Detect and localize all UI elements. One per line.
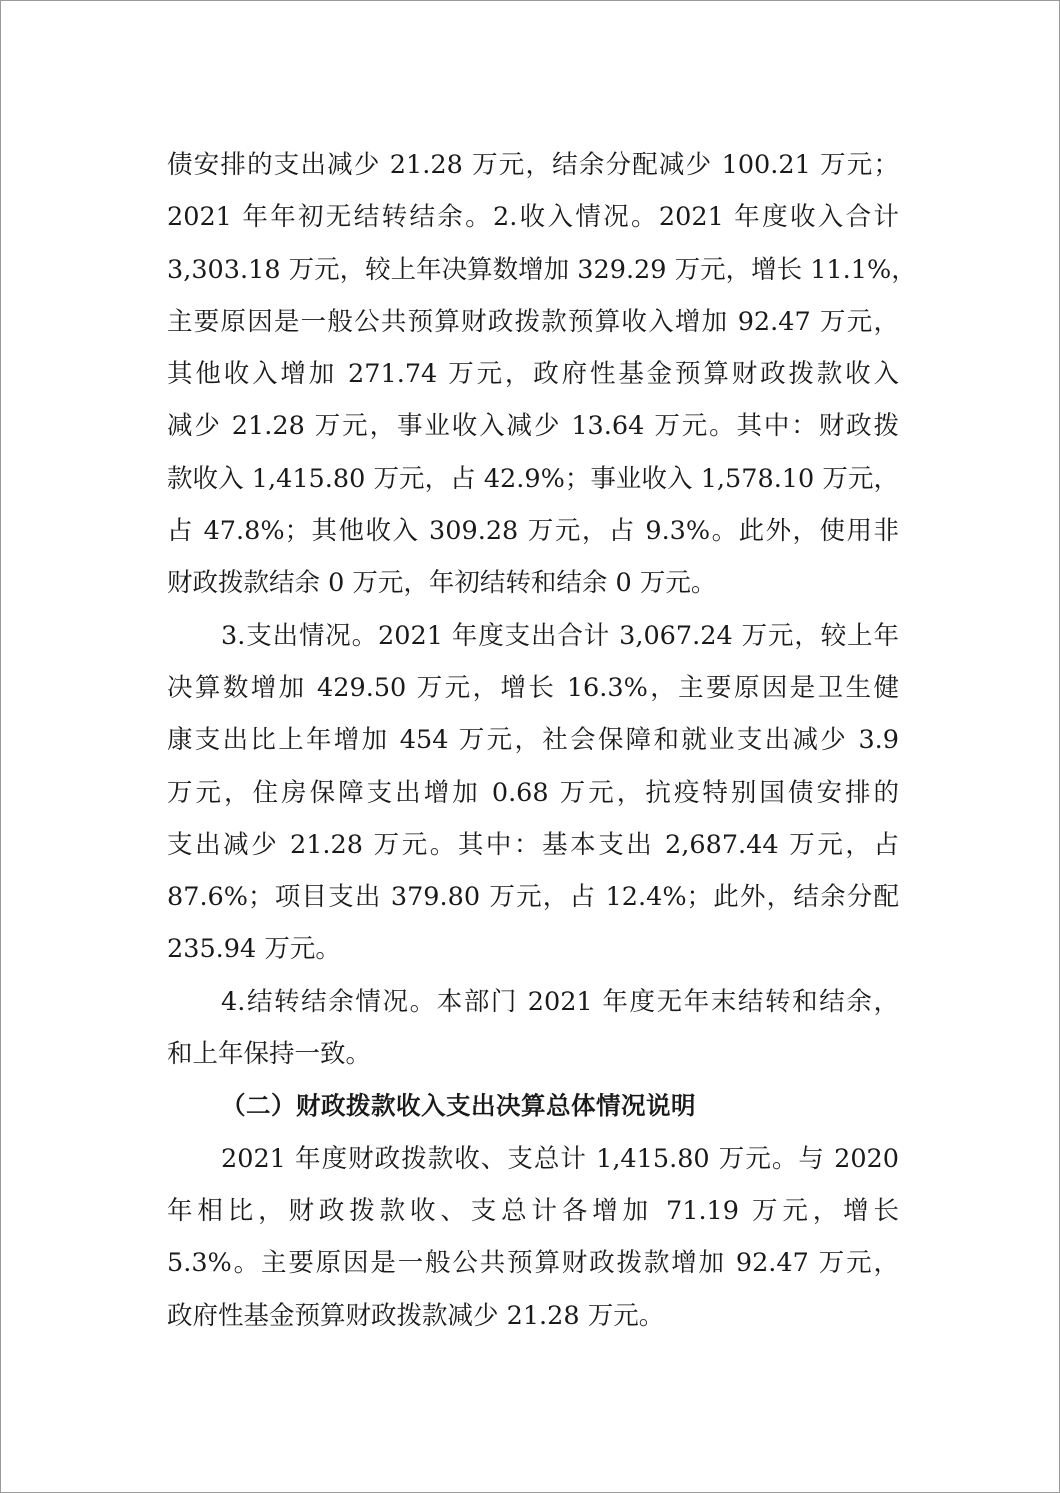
text-line: 3,303.18 万元，较上年决算数增加 329.29 万元，增长 11.1%，	[167, 254, 917, 285]
paragraph-income	[167, 139, 917, 610]
text-line: 政府性基金预算财政拨款减少 21.28 万元。	[167, 1300, 665, 1331]
paragraph-carryover	[167, 976, 899, 1081]
text-line: 决算数增加 429.50 万元，增长 16.3%，主要原因是卫生健	[167, 672, 899, 703]
text-line: 2021 年年初无结转结余。2.收入情况。2021 年度收入合计	[167, 202, 899, 233]
text-line: 235.94 万元。	[167, 934, 341, 965]
text-line: 其他收入增加 271.74 万元，政府性基金预算财政拨款收入	[167, 359, 899, 390]
text-line: 87.6%；项目支出 379.80 万元，占 12.4%；此外，结余分配	[167, 882, 899, 913]
text-line: 康支出比上年增加 454 万元，社会保障和就业支出减少 3.9	[167, 725, 899, 756]
text-line: 2021 年度财政拨款收、支总计 1,415.80 万元。与 2020	[221, 1143, 899, 1174]
text-line: 支出减少 21.28 万元。其中：基本支出 2,687.44 万元，占	[167, 829, 899, 860]
text-line: 年相比，财政拨款收、支总计各增加 71.19 万元，增长	[167, 1195, 899, 1226]
section-heading: （二）财政拨款收入支出决算总体情况说明	[221, 1091, 696, 1121]
text-line: 5.3%。主要原因是一般公共预算财政拨款增加 92.47 万元，	[167, 1248, 899, 1279]
text-line: 占 47.8%；其他收入 309.28 万元，占 9.3%。此外，使用非	[167, 516, 899, 547]
text-line: 万元，住房保障支出增加 0.68 万元，抗疫特别国债安排的	[167, 777, 899, 808]
text-line: 3.支出情况。2021 年度支出合计 3,067.24 万元，较上年	[221, 620, 899, 651]
text-line: 减少 21.28 万元，事业收入减少 13.64 万元。其中：财政拨	[167, 411, 899, 442]
text-line: 债安排的支出减少 21.28 万元，结余分配减少 100.21 万元；	[167, 150, 899, 180]
text-line: 财政拨款结余 0 万元，年初结转和结余 0 万元。	[167, 568, 717, 599]
paragraph-expenditure	[167, 610, 899, 976]
text-line: 4.结转结余情况。本部门 2021 年度无年末结转和结余，	[221, 986, 899, 1017]
paragraph-fiscal-allocation	[167, 1133, 899, 1342]
text-line: 款收入 1,415.80 万元，占 42.9%；事业收入 1,578.10 万元，	[167, 463, 899, 494]
document-body	[167, 139, 917, 1342]
text-line: 主要原因是一般公共预算财政拨款预算收入增加 92.47 万元，	[167, 306, 899, 337]
text-line: 和上年保持一致。	[167, 1039, 372, 1070]
